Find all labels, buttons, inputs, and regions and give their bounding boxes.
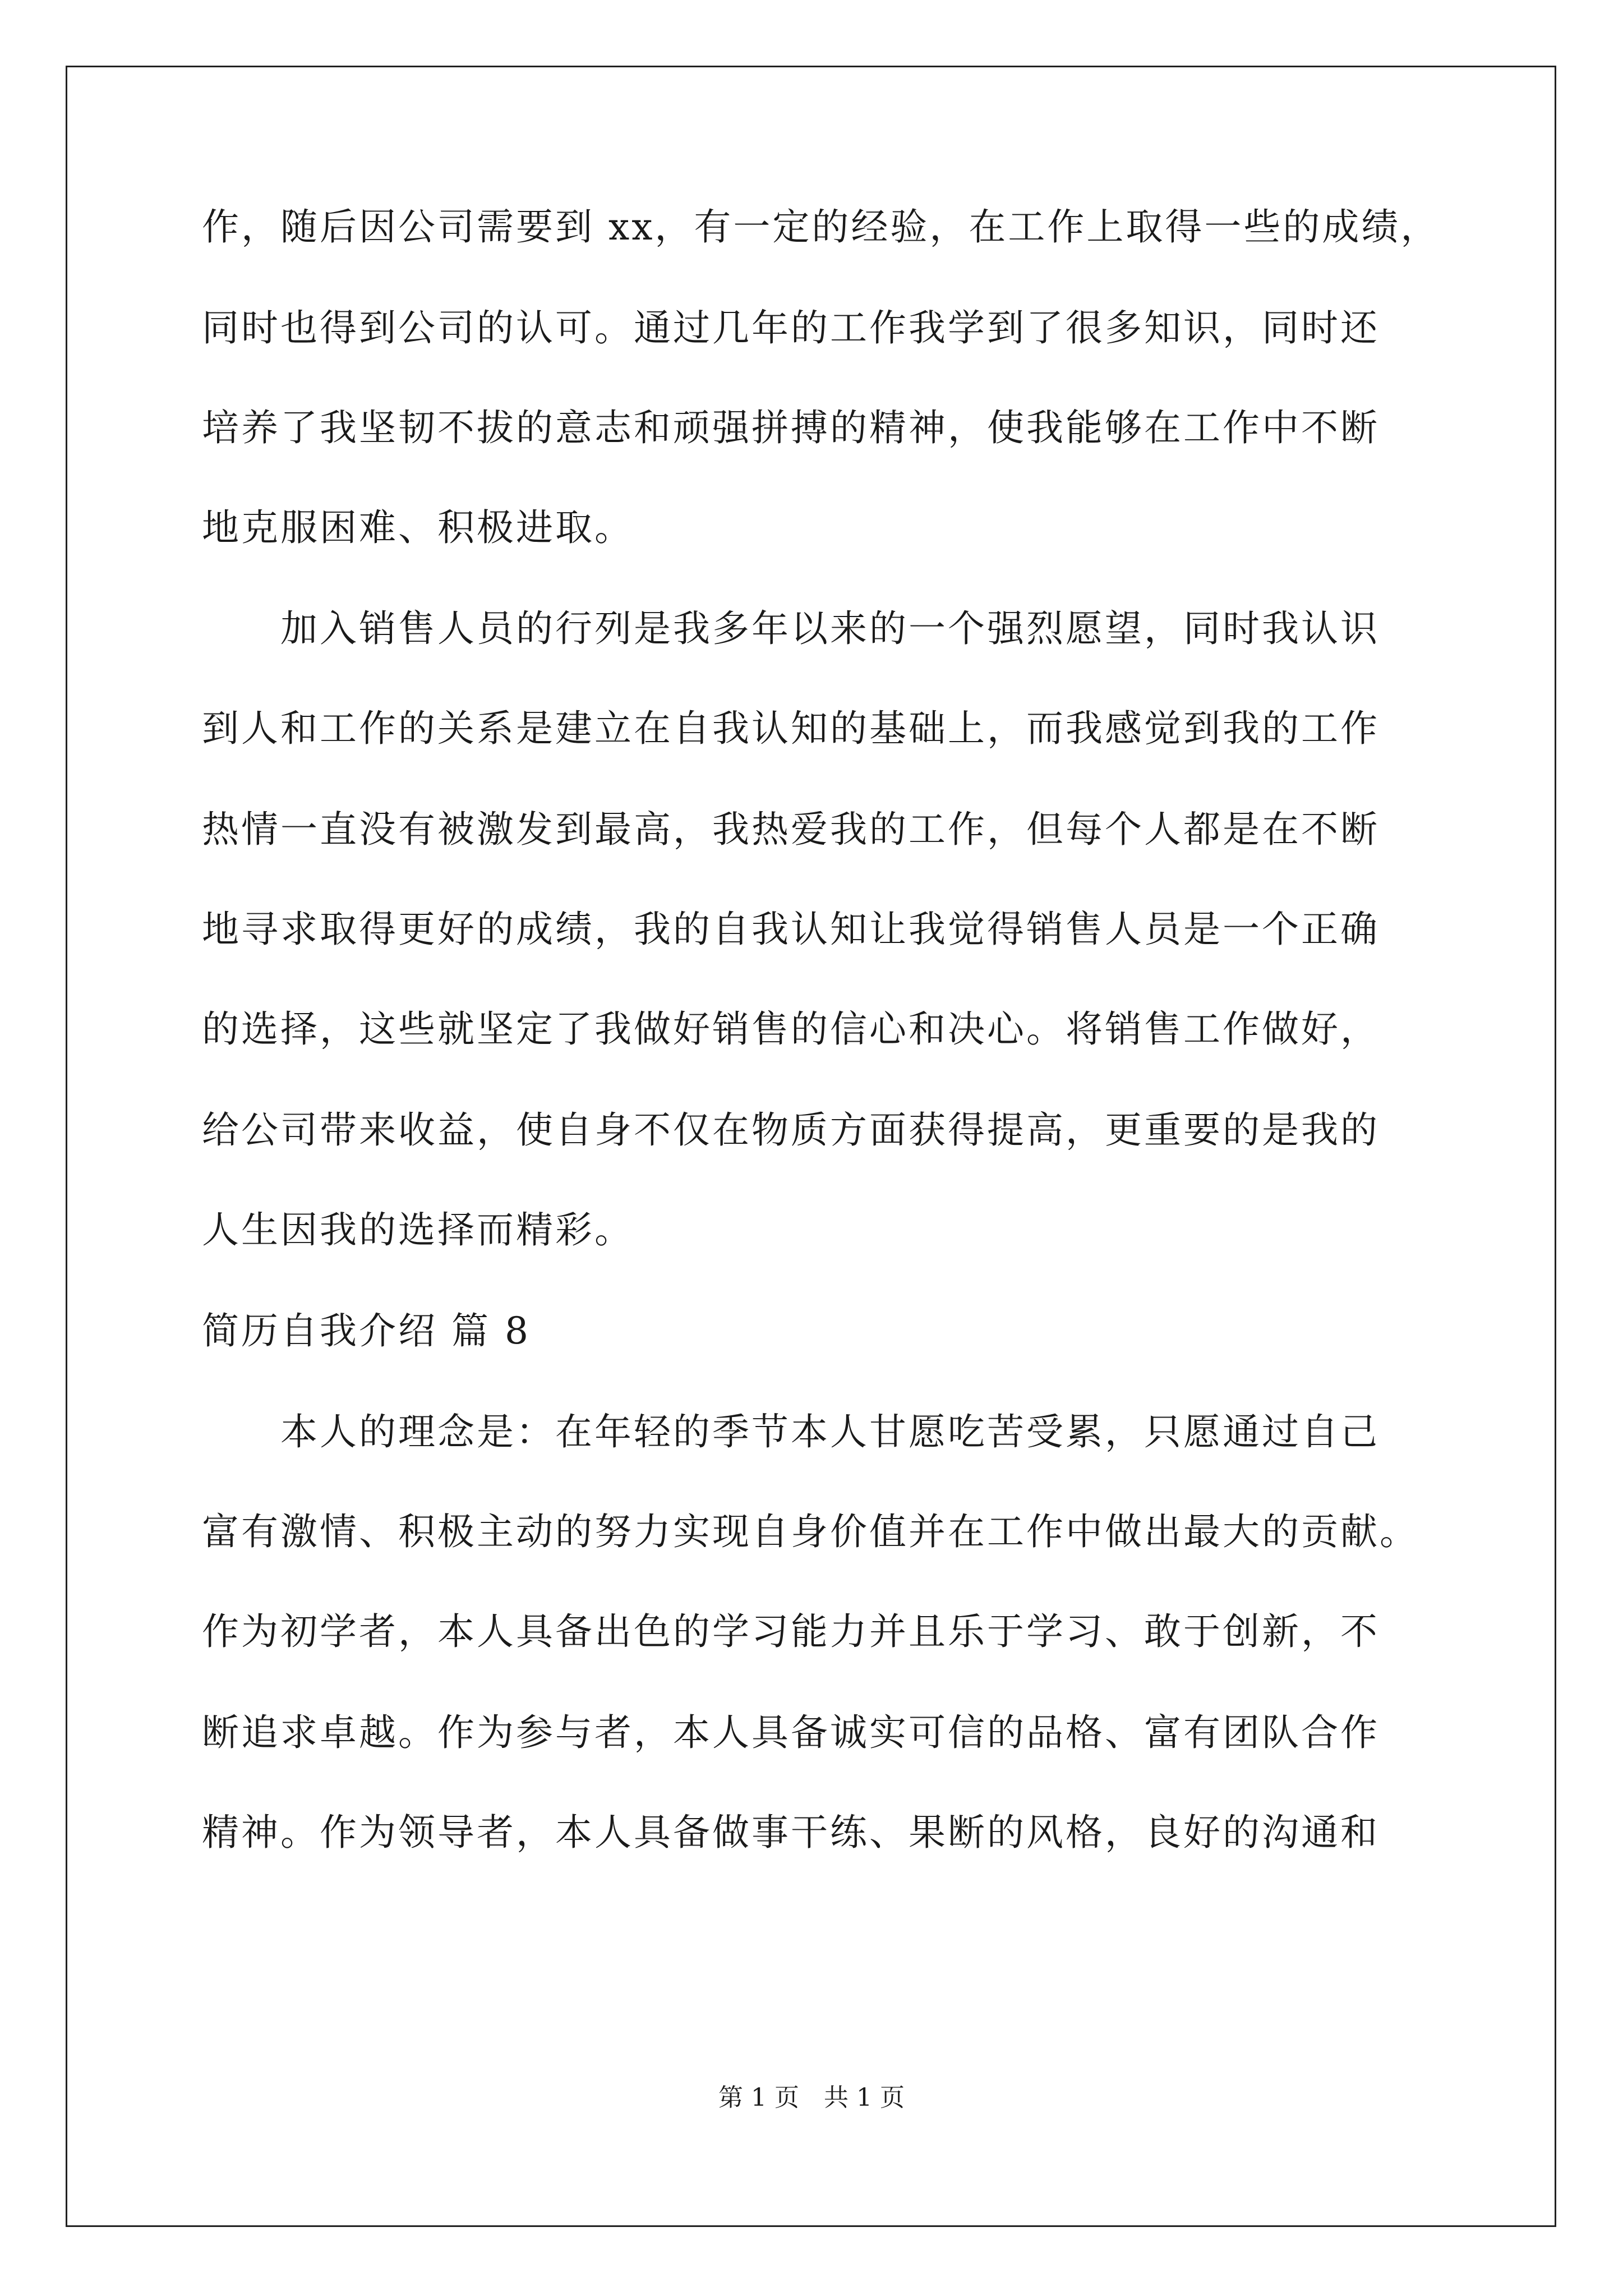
text-line: 精神。作为领导者，本人具备做事干练、果断的风格，良好的沟通和 (202, 1811, 1380, 1854)
text-line: 作为初学者，本人具备出色的学习能力并且乐于学习、敢于创新，不 (202, 1610, 1380, 1653)
paragraph-first-line: 加入销售人员的行列是我多年以来的一个强烈愿望，同时我认识 (280, 607, 1380, 650)
text-line: 断追求卓越。作为参与者，本人具备诚实可信的品格、富有团队合作 (202, 1711, 1380, 1754)
text-line: 作，随后因公司需要到 xx，有一定的经验，在工作上取得一些的成绩， (202, 205, 1440, 249)
text-line: 富有激情、积极主动的努力实现自身价值并在工作中做出最大的贡献。 (202, 1510, 1419, 1553)
text-line: 热情一直没有被激发到最高，我热爱我的工作，但每个人都是在不断 (202, 808, 1380, 851)
section-heading: 简历自我介绍 篇 8 (202, 1309, 531, 1352)
text-line: 地克服困难、积极进取。 (202, 506, 634, 549)
page-footer: 第 1 页 共 1 页 (718, 2083, 905, 2112)
paragraph-first-line: 本人的理念是：在年轻的季节本人甘愿吃苦受累，只愿通过自己 (280, 1410, 1380, 1453)
text-line: 的选择，这些就坚定了我做好销售的信心和决心。将销售工作做好， (202, 1007, 1380, 1051)
text-line: 人生因我的选择而精彩。 (202, 1208, 634, 1251)
text-line: 培养了我坚韧不拔的意志和顽强拼搏的精神，使我能够在工作中不断 (202, 406, 1380, 449)
text-line: 给公司带来收益，使自身不仅在物质方面获得提高，更重要的是我的 (202, 1108, 1380, 1152)
text-line: 到人和工作的关系是建立在自我认知的基础上，而我感觉到我的工作 (202, 707, 1380, 750)
text-line: 地寻求取得更好的成绩，我的自我认知让我觉得销售人员是一个正确 (202, 908, 1380, 951)
text-line: 同时也得到公司的认可。通过几年的工作我学到了很多知识，同时还 (202, 306, 1380, 349)
